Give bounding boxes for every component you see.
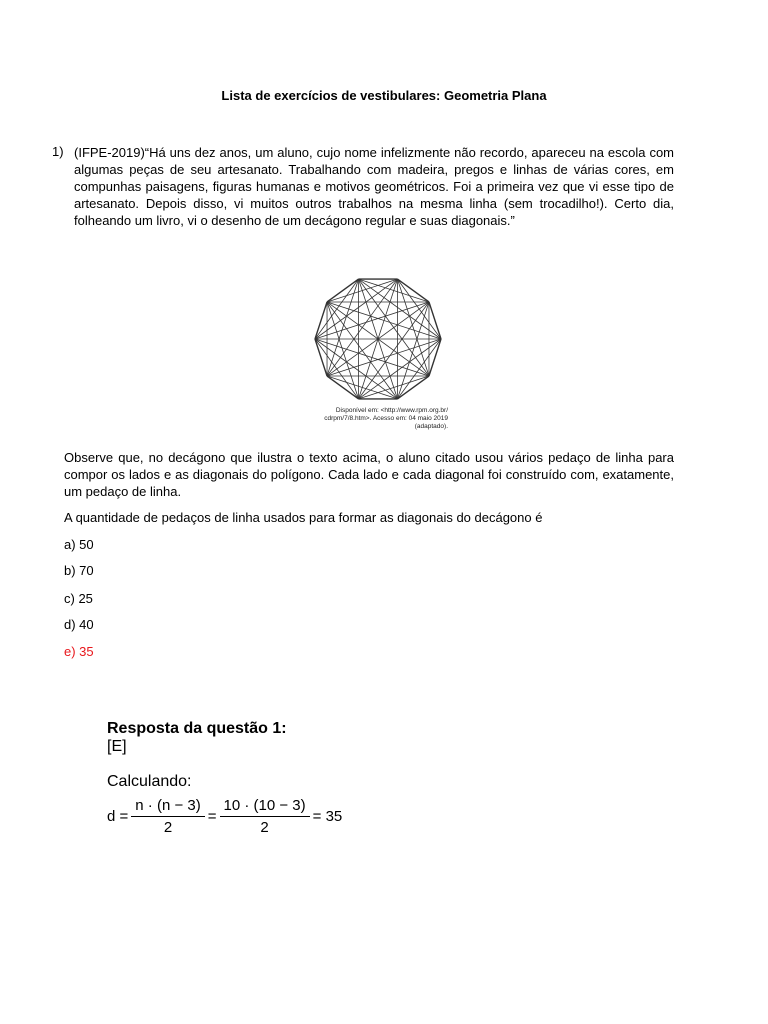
formula-fraction-2 — [220, 797, 310, 836]
decagon-side — [327, 279, 359, 302]
decagon-diagram — [298, 274, 458, 404]
option-e[interactable]: e) 35 — [64, 644, 94, 659]
question-prompt: A quantidade de pedaços de linha usados para formar as diagonais do decágono é — [64, 510, 543, 525]
question-paragraph: Observe que, no decágono que ilustra o texto acima, o aluno citado usou vários pedaço de linha para compor os lados e as diagonais do polígono. Cada lado e cada diagonal foi construído com, exatamente, um pedaço de linha. — [64, 450, 674, 499]
option-d[interactable]: d) 40 — [64, 617, 94, 632]
fraction-1-numerator: n · (n − 3) — [131, 797, 204, 817]
decagon-diagonal — [327, 339, 441, 376]
option-c[interactable]: c) 25 — [64, 591, 93, 606]
question-number: 1) — [52, 144, 64, 159]
fraction-2-denominator: 2 — [260, 818, 269, 836]
formula-fraction-1 — [131, 797, 204, 836]
answer-title: Resposta da questão 1: — [107, 720, 287, 737]
decagon-diagonal — [397, 279, 429, 376]
decagon-diagonal — [397, 279, 441, 339]
fraction-2-numerator: 10 · (10 − 3) — [220, 797, 310, 817]
decagon-diagonal — [397, 339, 441, 399]
formula-equals: = — [207, 807, 217, 825]
option-a[interactable]: a) 50 — [64, 537, 94, 552]
option-b[interactable]: b) 70 — [64, 563, 94, 578]
decagon-figure — [298, 274, 458, 436]
decagon-side — [315, 339, 327, 376]
decagon-side — [429, 302, 441, 339]
question-text: (IFPE-2019)“Há uns dez anos, um aluno, cujo nome infelizmente não recordo, apareceu na escola com algumas peças de seu artesanato. Trabalhando com madeira, pregos e linhas de várias cores, em compunhas paisagens, figuras humanas e motivos geométricos. Foi a primeira vez que vi esse tipo de artesanato. Depois disso, vi muitos outros trabalhos na mesma linha (sem trocadilho!). Certo dia, folheando um livro, vi o desenho de um decágono regular e suas diagonais.” — [74, 145, 674, 228]
figure-credit: Disponível em: <http://www.rpm.org.br/ cdrpm/7/8.htm>. Acesso em: 04 maio 2019 (adaptado). — [324, 407, 448, 430]
decagon-diagonal — [327, 279, 397, 302]
decagon-diagonal — [359, 376, 429, 399]
fraction-1-denominator: 2 — [163, 818, 173, 836]
decagon-side — [315, 302, 327, 339]
formula-result: = 35 — [312, 807, 343, 825]
decagon-side — [327, 376, 359, 399]
answer-calc-label: Calculando: — [107, 773, 192, 790]
page-title: Lista de exercícios de vestibulares: Geometria Plana — [221, 88, 547, 103]
answer-formula — [107, 793, 342, 839]
decagon-diagonal — [315, 302, 429, 339]
answer-letter: [E] — [107, 738, 127, 755]
decagon-side — [397, 279, 429, 302]
decagon-side — [397, 376, 429, 399]
decagon-side — [429, 339, 441, 376]
formula-lhs: d = — [107, 807, 129, 825]
